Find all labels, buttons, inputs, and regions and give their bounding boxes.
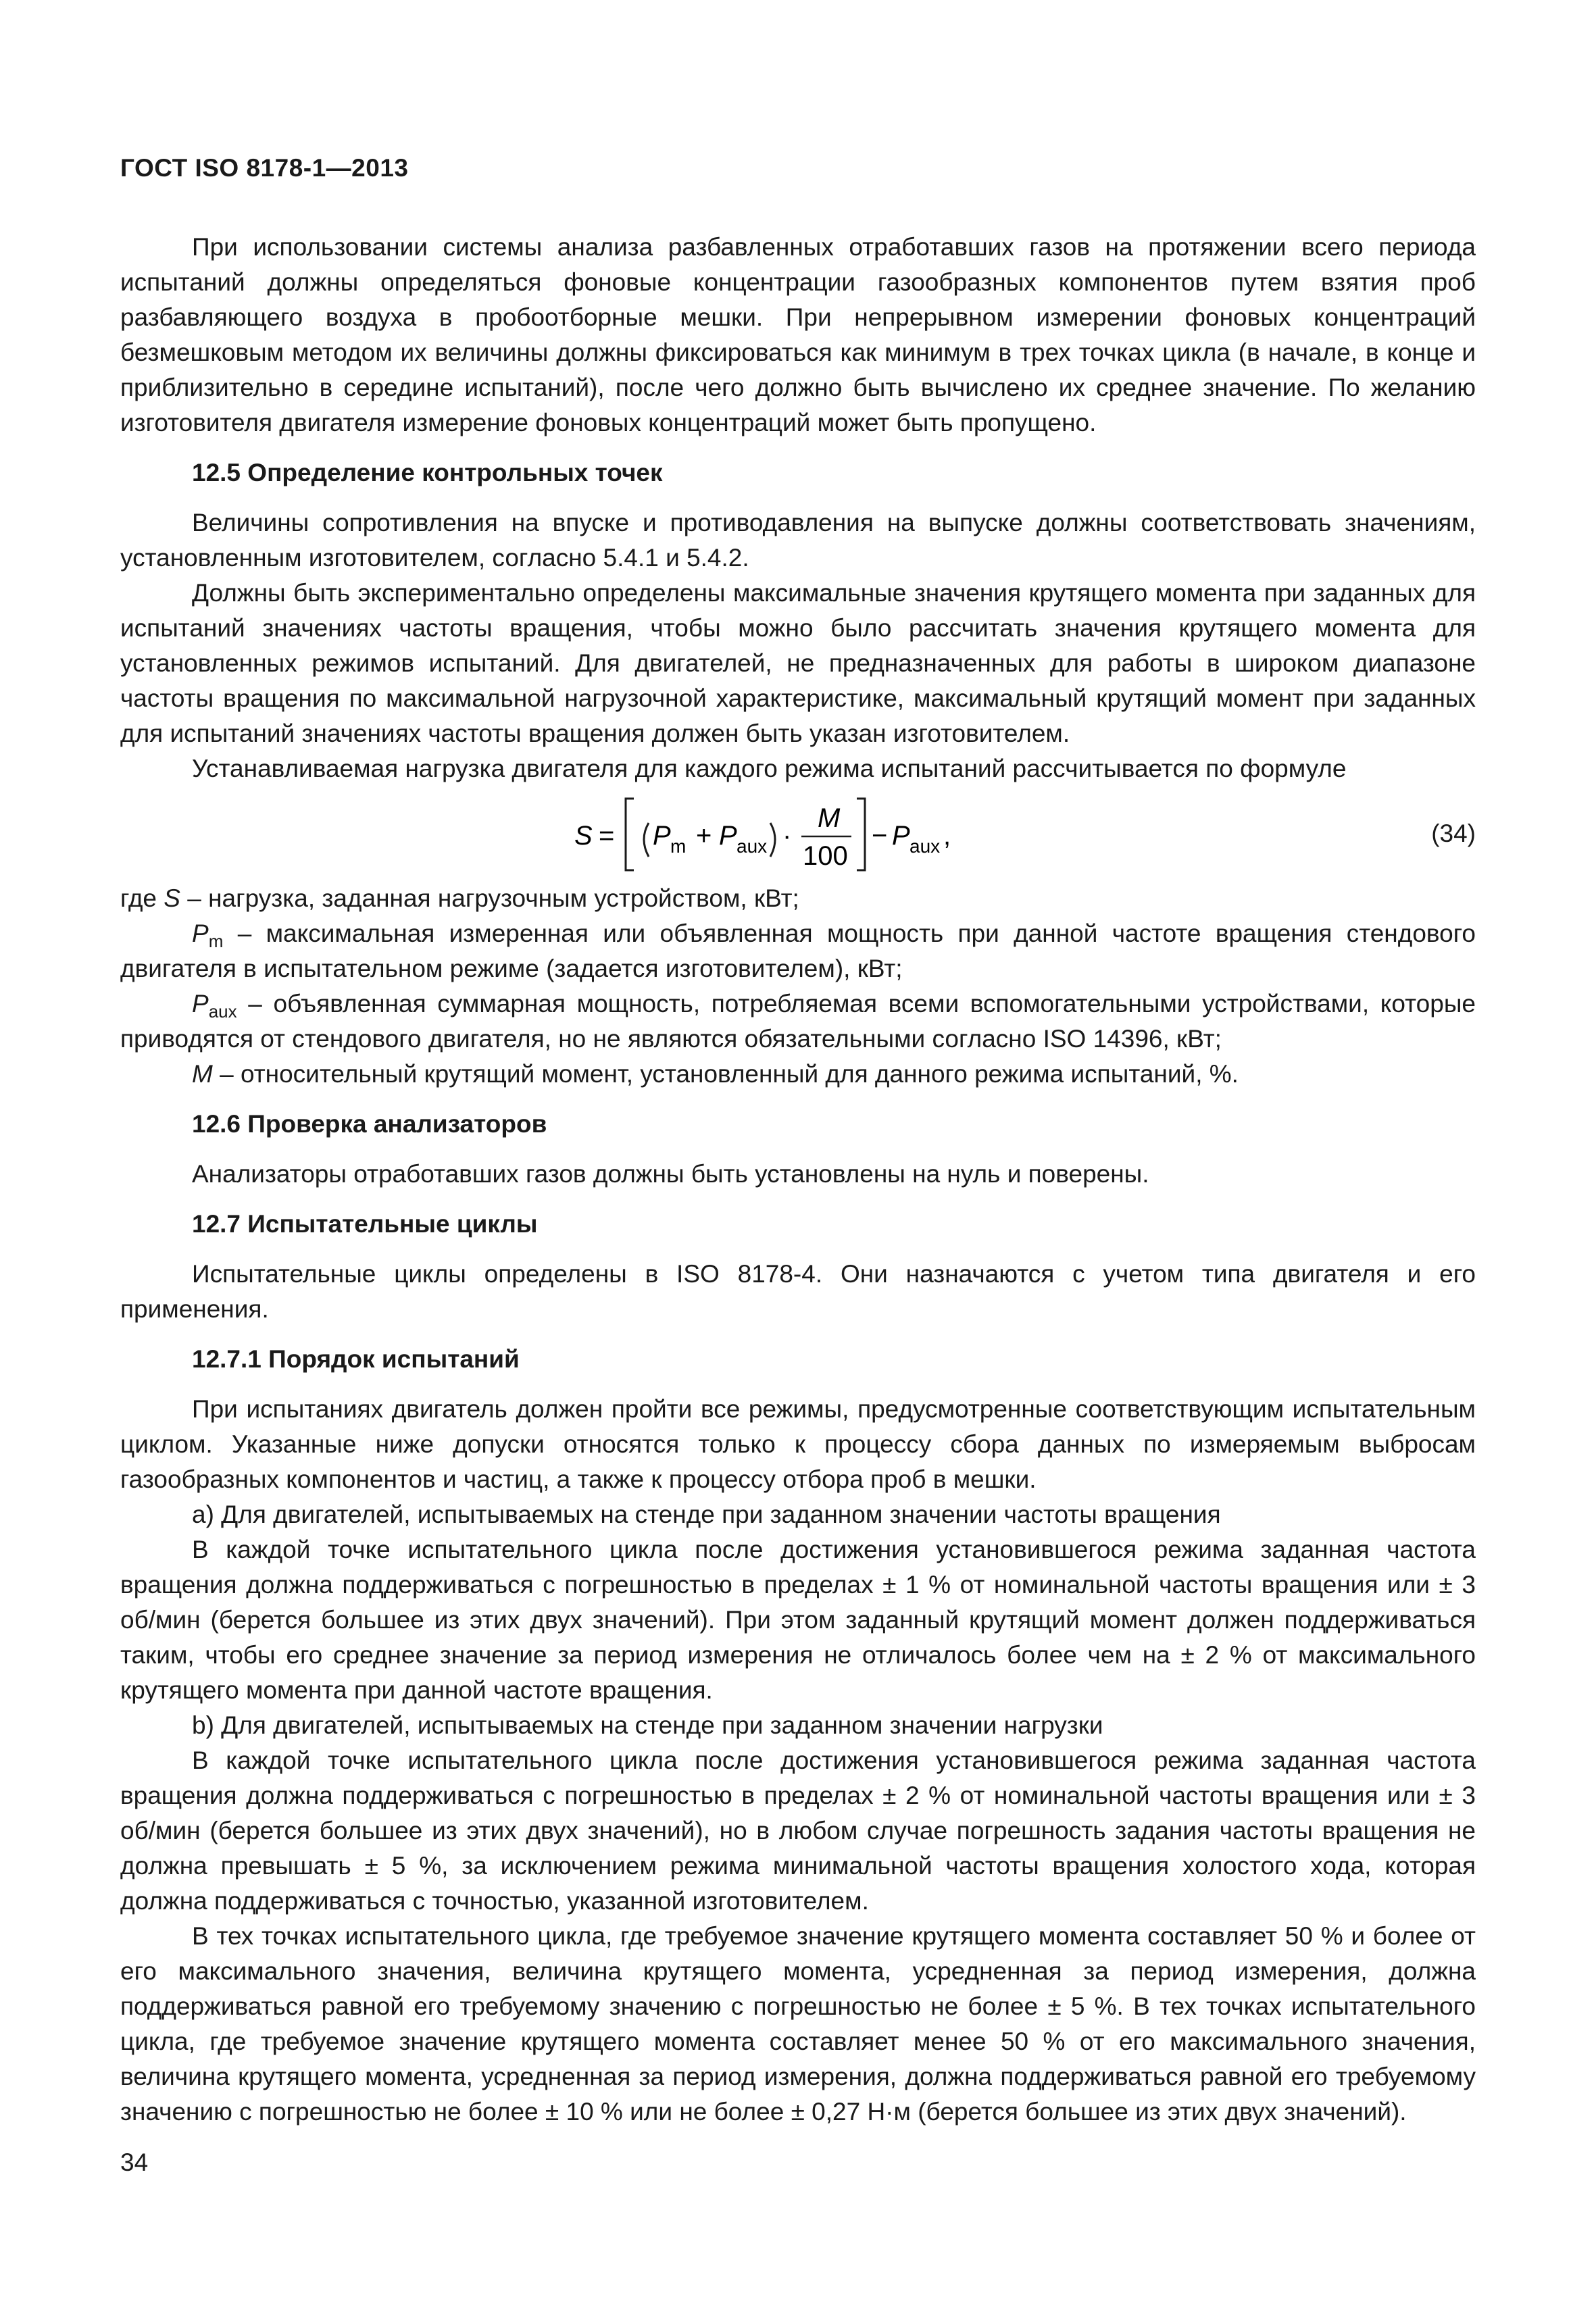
paren-left: [644, 823, 649, 857]
section-heading-12-5: 12.5 Определение контрольных точек: [192, 459, 663, 486]
formula-eq: =: [599, 821, 615, 851]
section-heading-12-6: 12.6 Проверка анализаторов: [192, 1110, 547, 1138]
formula-plus: +: [696, 821, 712, 851]
formula-numerator: M: [818, 803, 841, 833]
paragraph: Анализаторы отработавших газов должны быть установлены на нуль и поверены.: [192, 1160, 1149, 1188]
definition-text: – объявленная суммарная мощность, потребляемая всеми вспомогательными устройствами, которые приводятся от стендового двигателя, но не являются обязательными согласно ISO 14396, кВт;: [120, 990, 1476, 1053]
formula-comma: ,: [943, 821, 951, 851]
formula-pm-sub: m: [670, 836, 687, 857]
symbol-p: P: [192, 990, 209, 1017]
definition-prefix: где: [120, 884, 164, 912]
formula-paux2: P: [892, 821, 910, 851]
definition-pm: [120, 916, 1476, 986]
document-header: ГОСТ ISO 8178-1—2013: [120, 154, 409, 182]
bracket-right: [857, 799, 865, 870]
page-number: 34: [120, 2148, 149, 2176]
paragraph: Должны быть экспериментально определены максимальные значения крутящего момента при заданных для испытаний значениях частоты вращения, чтобы можно было рассчитать значения крутящего момента для установленных режимов испытаний. Для двигателей, не предназначенных для работы в широком диапазоне частоты вращения по максимальной нагрузочной характеристике, максимальный крутящий момент при заданных для испытаний значениях частоты вращения должен быть указан изготовителем.: [120, 579, 1476, 747]
bracket-left: [626, 799, 634, 870]
formula-minus: −: [872, 821, 888, 851]
symbol-p: P: [192, 920, 209, 947]
paren-right: [770, 823, 775, 857]
paragraph: При испытаниях двигатель должен пройти все режимы, предусмотренные соответствующим испытательным циклом. Указанные ниже допуски относятся только к процессу сбора данных по измеряемым выбросам газообразных компонентов и частиц, а также к процессу отбора проб в мешки.: [120, 1395, 1476, 1493]
definition-m: [120, 1057, 1476, 1092]
formula-lhs: S: [574, 821, 593, 851]
definition-text: – относительный крутящий момент, установленный для данного режима испытаний, %.: [212, 1060, 1239, 1088]
paragraph: b) Для двигателей, испытываемых на стенде при заданном значении нагрузки: [192, 1711, 1103, 1739]
formula-paux: P: [719, 821, 737, 851]
paragraph: При использовании системы анализа разбавленных отработавших газов на протяжении всего периода испытаний должны определяться фоновые концентрации газообразных компонентов путем взятия проб разбавляющего воздуха в пробоотборные мешки. При непрерывном измерении фоновых концентраций безмешковым методом их величины должны фиксироваться как минимум в трех точках цикла (в начале, в конце и приблизительно в середине испытаний), после чего должно быть вычислено их среднее значение. По желанию изготовителя двигателя измерение фоновых концентраций может быть пропущено.: [120, 233, 1476, 436]
paragraph: В каждой точке испытательного цикла после достижения установившегося режима заданная частота вращения должна поддерживаться с погрешностью в пределах ± 2 % от номинальной частоты вращения или ± 3 об/мин (берется большее из этих двух значений), но в любом случае погрешность задания частоты вращения не должна превышать ± 5 %, за исключением режима минимальной частоты вращения холостого хода, которая должна поддерживаться с точностью, указанной изготовителем.: [120, 1746, 1476, 1915]
symbol-s: S: [164, 884, 180, 912]
definition-text: – нагрузка, заданная нагрузочным устройством, кВт;: [180, 884, 799, 912]
paragraph: Испытательные циклы определены в ISO 8178-4. Они назначаются с учетом типа двигателя и его применения.: [120, 1260, 1476, 1323]
paragraph: Величины сопротивления на впуске и противодавления на выпуске должны соответствовать значениям, установленным изготовителем, согласно 5.4.1 и 5.4.2.: [120, 509, 1476, 572]
definition-paux: [120, 986, 1476, 1057]
definition-text: – максимальная измеренная или объявленная мощность при данной частоте вращения стендового двигателя в испытательном режиме (задается изготовителем), кВт;: [120, 920, 1476, 982]
symbol-subscript: aux: [208, 1001, 237, 1022]
page-body: [120, 230, 1476, 2130]
symbol-m: M: [192, 1060, 213, 1088]
definition-s: [120, 881, 1476, 916]
formula-pm: P: [653, 821, 671, 851]
paragraph: В тех точках испытательного цикла, где требуемое значение крутящего момента составляет 50 % и более от его максимального значения, величина крутящего момента, усредненная за период измерения, должна поддерживаться равной его требуемому значению с погрешностью не более ± 5 %. В тех точках испытательного цикла, где требуемое значение крутящего момента составляет менее 50 % от его максимального значения, величина крутящего момента, усредненная за период измерения, должна поддерживаться равной его требуемому значению с погрешностью не более ± 10 % или не более ± 0,27 Н·м (берется большее из этих двух значений).: [120, 1922, 1476, 2126]
formula-block: [120, 789, 1476, 877]
equation-number: (34): [1431, 820, 1476, 847]
paragraph: a) Для двигателей, испытываемых на стенде при заданном значении частоты вращения: [192, 1501, 1221, 1528]
paragraph: Устанавливаемая нагрузка двигателя для каждого режима испытаний рассчитывается по формуле: [192, 755, 1347, 782]
paragraph: В каждой точке испытательного цикла после достижения установившегося режима заданная частота вращения должна поддерживаться с погрешностью в пределах ± 1 % от номинальной частоты вращения или ± 3 об/мин (берется большее из этих двух значений). При этом заданный крутящий момент должен поддерживаться таким, чтобы его среднее значение за период измерения не отличалось более чем на ± 2 % от максимального крутящего момента при данной частоте вращения.: [120, 1536, 1476, 1704]
section-heading-12-7-1: 12.7.1 Порядок испытаний: [192, 1345, 520, 1373]
symbol-subscript: m: [208, 931, 224, 951]
formula-dot: ·: [782, 821, 792, 851]
formula-34: [574, 789, 1007, 877]
section-heading-12-7: 12.7 Испытательные циклы: [192, 1210, 538, 1238]
formula-denominator: 100: [803, 841, 848, 871]
formula-paux-sub: aux: [737, 836, 768, 857]
formula-paux2-sub: aux: [909, 836, 941, 857]
